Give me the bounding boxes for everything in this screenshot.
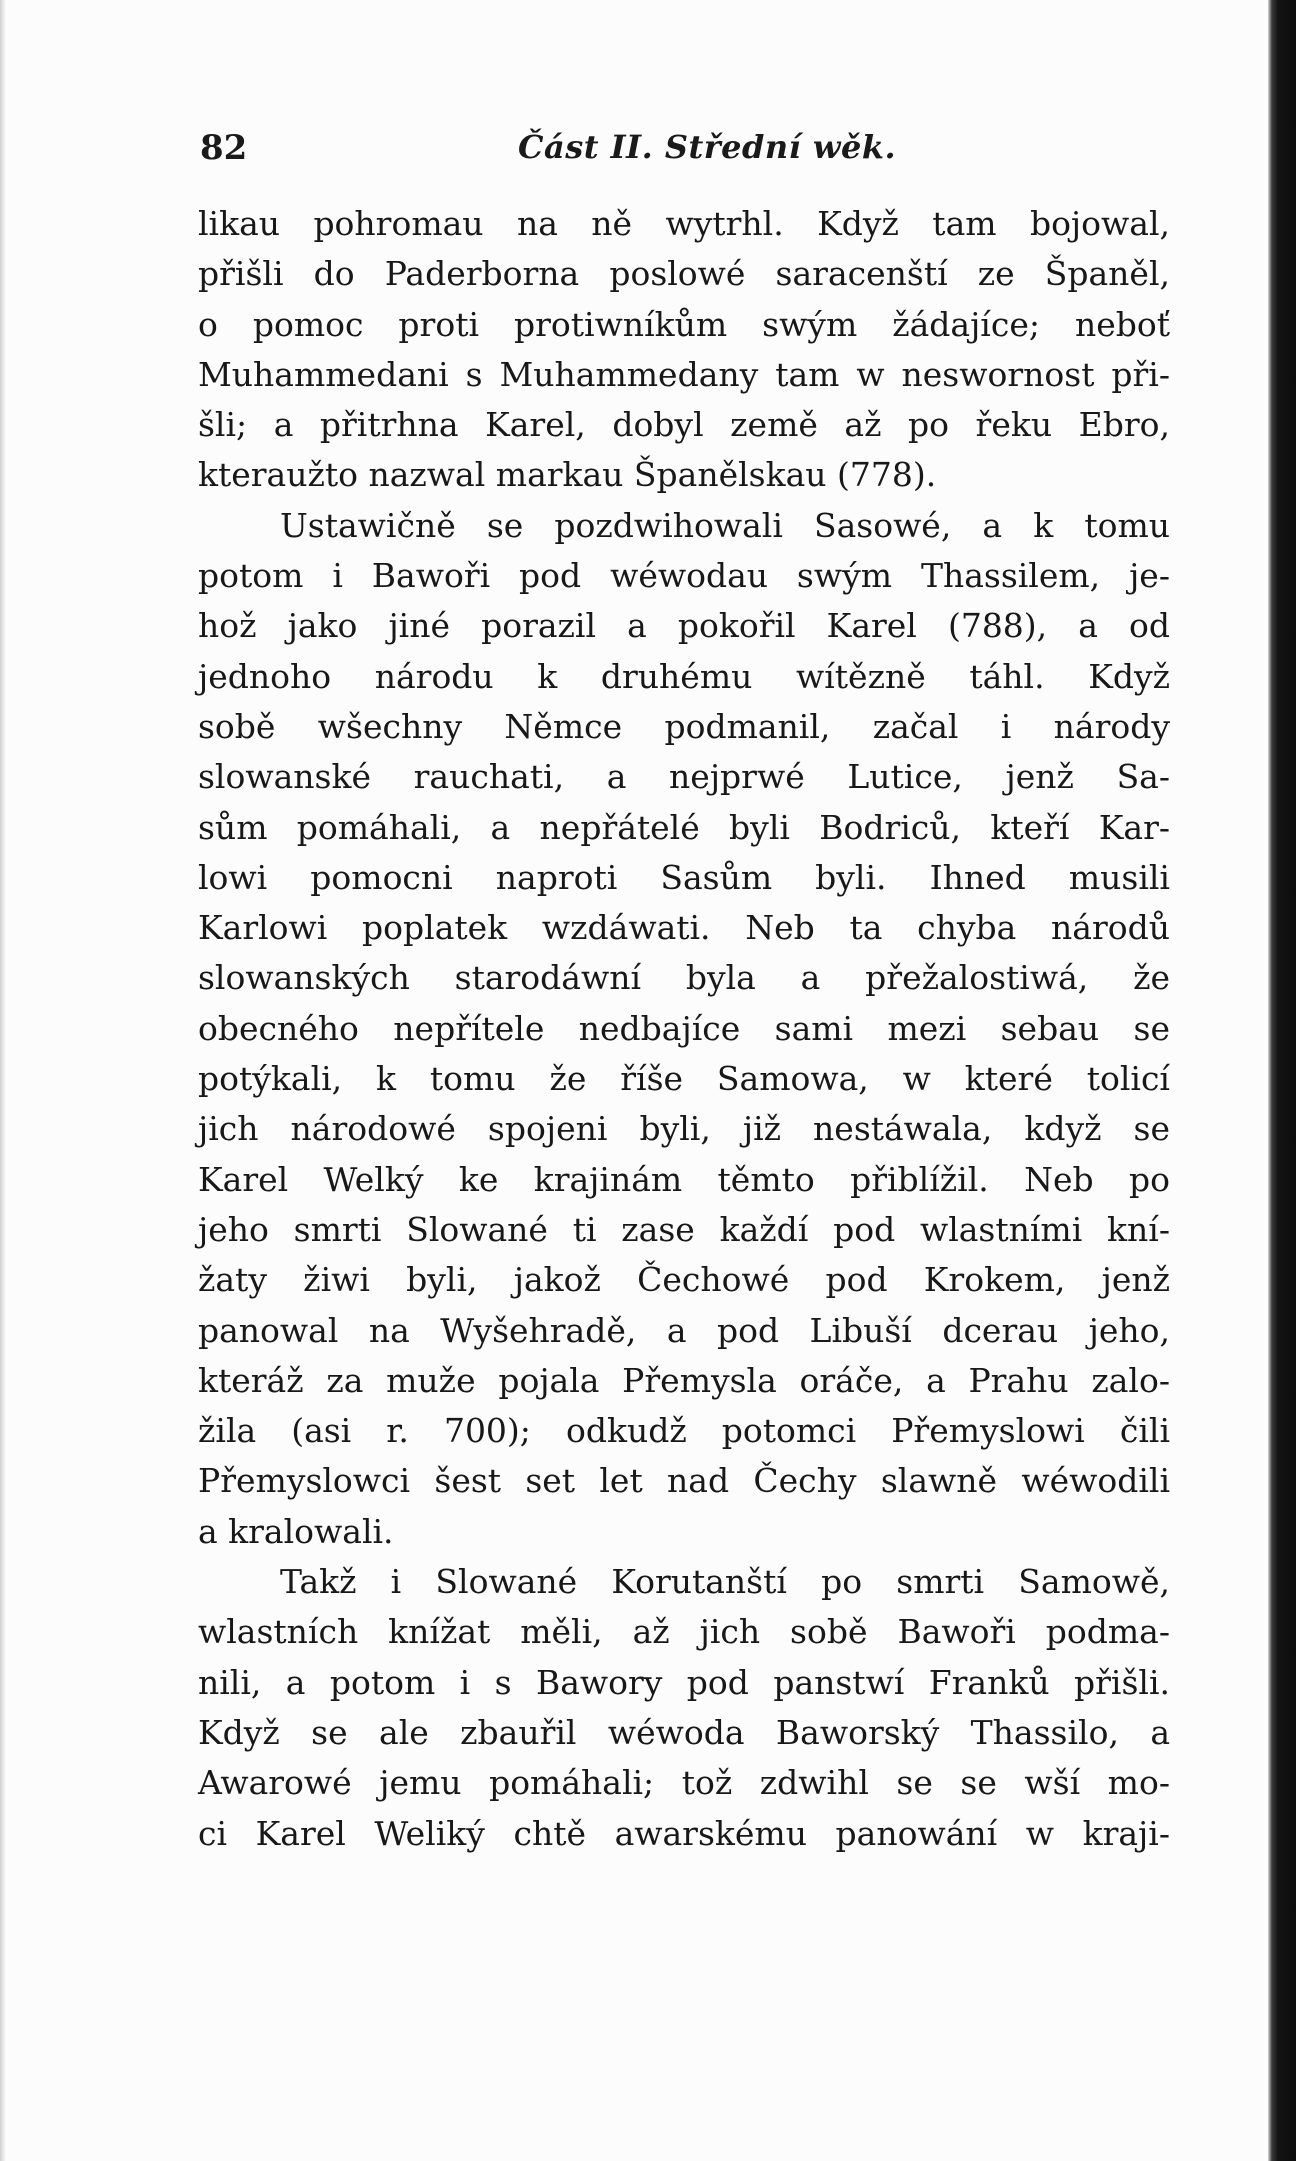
text-line: sům pomáhali, a nepřátelé byli Bodriců, kteří Kar- (198, 807, 1170, 847)
text-line: likau pohromau na ně wytrhl. Když tam bojowal, (198, 204, 1170, 243)
text-line: lowi pomocni naproti Sasům byli. Ihned musili (198, 857, 1170, 897)
text-line: Když se ale zbauřil wéwoda Baworský Thassilo, a (198, 1712, 1170, 1752)
text-line: ci Karel Weliký chtě awarskému panowání w kraji- (198, 1813, 1170, 1853)
text-line: potýkali, k tomu že říše Samowa, w které tolicí (198, 1059, 1170, 1099)
text-line: Ustawičně se pozdwihowali Sasowé, a k tomu (280, 505, 1170, 545)
text-line: wlastních knížat měli, až jich sobě Bawoři podma- (198, 1612, 1170, 1652)
text-line: slowanské rauchati, a nejprwé Lutice, jenž Sa- (198, 757, 1170, 797)
text-line: jednoho národu k druhému wítězně táhl. Když (198, 656, 1170, 696)
text-line: nili, a potom i s Bawory pod panstwí Franků přišli. (198, 1662, 1170, 1702)
page-left-edge (0, 0, 6, 2161)
page-header (198, 120, 1168, 180)
text-line: Přemyslowci šest set let nad Čechy slawně wéwodili (198, 1461, 1170, 1501)
text-line: obecného nepřítele nedbajíce sami mezi sebau se (198, 1008, 1170, 1048)
text-line: kteráž za muže pojala Přemysla oráče, a Prahu zalo- (198, 1360, 1170, 1400)
text-line: kteraužto nazwal markau Španělskau (778). (198, 455, 937, 495)
text-line: hož jako jiné porazil a pokořil Karel (788), a od (198, 606, 1170, 646)
text-line: Muhammedani s Muhammedany tam w neswornost při- (198, 354, 1170, 394)
page-number: 82 (200, 128, 248, 168)
text-line: panowal na Wyšehradě, a pod Libuší dcerau jeho, (198, 1310, 1170, 1350)
text-line: Takž i Slowané Korutanští po smrti Samowě, (280, 1562, 1170, 1602)
text-line: slowanských starodáwní byla a přežalostiwá, že (198, 958, 1170, 998)
scan-edge-shadow (1268, 0, 1296, 2161)
text-line: jich národowé spojeni byli, již nestáwala, když se (198, 1109, 1170, 1149)
body-text (198, 199, 1170, 1859)
text-line: jeho smrti Slowané ti zase každí pod wlastními kní- (198, 1209, 1170, 1249)
text-line: o pomoc proti protiwníkům swým žádajíce; neboť (198, 304, 1170, 344)
running-head: Část II. Střední wěk. (518, 128, 897, 166)
text-line: žaty žiwi byli, jakož Čechowé pod Krokem, jenž (198, 1260, 1170, 1300)
text-line: přišli do Paderborna poslowé saracenští ze Španěl, (198, 254, 1170, 294)
text-line: žila (asi r. 700); odkudž potomci Přemyslowi čili (198, 1411, 1170, 1451)
text-line: a kralowali. (198, 1511, 394, 1551)
text-line: Awarowé jemu pomáhali; tož zdwihl se se wší mo- (198, 1763, 1170, 1803)
text-line: šli; a přitrhna Karel, dobyl země až po řeku Ebro, (198, 405, 1170, 445)
text-line: Karel Welký ke krajinám těmto přiblížil. Neb po (198, 1159, 1170, 1199)
text-line: potom i Bawoři pod wéwodau swým Thassilem, je- (198, 556, 1170, 596)
text-line: Karlowi poplatek wzdáwati. Neb ta chyba národů (198, 908, 1170, 948)
text-line: sobě wšechny Němce podmanil, začal i národy (198, 706, 1170, 746)
